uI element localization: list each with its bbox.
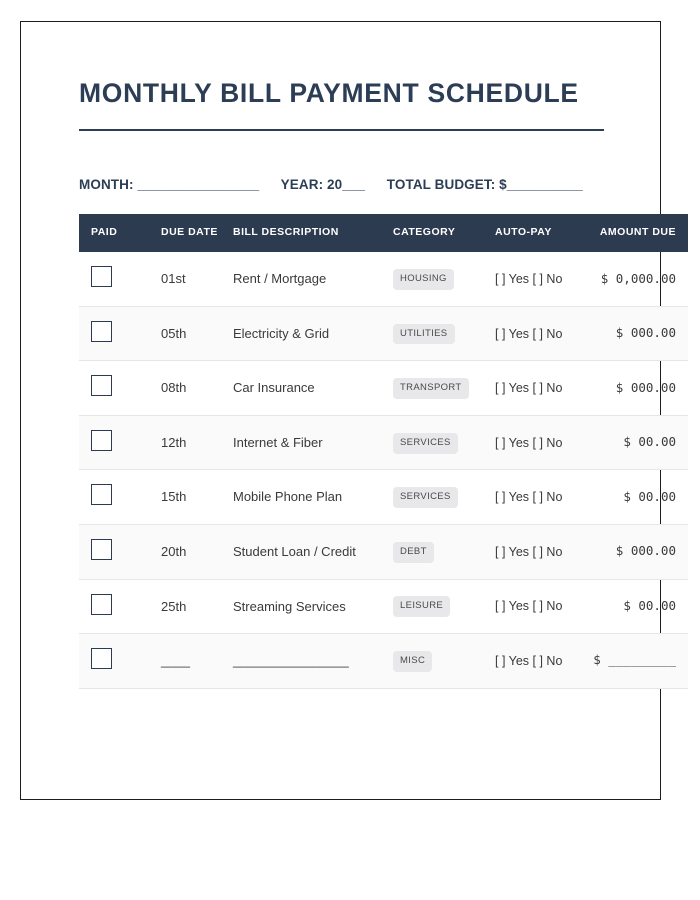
cell-paid: [79, 415, 155, 470]
total-budget-label: TOTAL BUDGET: $: [386, 177, 507, 193]
cell-category: [387, 525, 489, 580]
category-badge: DEBT: [393, 542, 434, 563]
table-row: [79, 579, 688, 634]
table-row: [79, 306, 688, 361]
cell-paid: [79, 361, 155, 416]
cell-due-date[interactable]: ____: [155, 634, 227, 689]
cell-amount-due[interactable]: $ 0,000.00: [571, 252, 688, 306]
cell-amount-due[interactable]: $ 00.00: [571, 415, 688, 470]
cell-paid: [79, 634, 155, 689]
column-header-bill-description: BILL DESCRIPTION: [227, 214, 387, 252]
cell-category: [387, 634, 489, 689]
document-meta-line: [79, 177, 604, 192]
cell-paid: [79, 252, 155, 306]
category-badge: TRANSPORT: [393, 378, 469, 399]
table-row: [79, 361, 688, 416]
page-title: MONTHLY BILL PAYMENT SCHEDULE: [79, 78, 579, 108]
table-body: [79, 252, 688, 688]
cell-amount-due[interactable]: $ 00.00: [571, 579, 688, 634]
cell-due-date[interactable]: 01st: [155, 252, 227, 306]
paid-checkbox[interactable]: [91, 594, 112, 615]
cell-paid: [79, 525, 155, 580]
cell-amount-due[interactable]: $ 000.00: [571, 525, 688, 580]
column-header-due-date: DUE DATE: [155, 214, 227, 252]
cell-auto-pay[interactable]: [ ] Yes [ ] No: [489, 470, 571, 525]
cell-category: [387, 252, 489, 306]
cell-auto-pay[interactable]: [ ] Yes [ ] No: [489, 579, 571, 634]
cell-bill-description[interactable]: Mobile Phone Plan: [227, 470, 387, 525]
cell-paid: [79, 306, 155, 361]
table-row: [79, 415, 688, 470]
cell-amount-due[interactable]: $ _________: [571, 634, 688, 689]
cell-due-date[interactable]: 08th: [155, 361, 227, 416]
cell-auto-pay[interactable]: [ ] Yes [ ] No: [489, 361, 571, 416]
cell-category: [387, 579, 489, 634]
category-badge: LEISURE: [393, 596, 450, 617]
cell-auto-pay[interactable]: [ ] Yes [ ] No: [489, 634, 571, 689]
column-header-paid: PAID: [79, 214, 155, 252]
cell-category: [387, 470, 489, 525]
cell-auto-pay[interactable]: [ ] Yes [ ] No: [489, 415, 571, 470]
cell-bill-description[interactable]: Student Loan / Credit: [227, 525, 387, 580]
table-row: [79, 634, 688, 689]
cell-bill-description[interactable]: Internet & Fiber: [227, 415, 387, 470]
cell-amount-due[interactable]: $ 000.00: [571, 361, 688, 416]
category-badge: SERVICES: [393, 433, 458, 454]
cell-bill-description[interactable]: Electricity & Grid: [227, 306, 387, 361]
paid-checkbox[interactable]: [91, 539, 112, 560]
cell-due-date[interactable]: 25th: [155, 579, 227, 634]
cell-category: [387, 415, 489, 470]
paid-checkbox[interactable]: [91, 484, 112, 505]
cell-paid: [79, 579, 155, 634]
month-input[interactable]: ________________: [137, 177, 260, 193]
cell-amount-due[interactable]: $ 00.00: [571, 470, 688, 525]
title-divider: [79, 129, 604, 131]
column-header-category: CATEGORY: [387, 214, 489, 252]
category-badge: MISC: [393, 651, 432, 672]
cell-due-date[interactable]: 15th: [155, 470, 227, 525]
cell-bill-description[interactable]: ________________: [227, 634, 387, 689]
document-page: [20, 21, 676, 800]
cell-due-date[interactable]: 05th: [155, 306, 227, 361]
table-header: [79, 214, 688, 252]
paid-checkbox[interactable]: [91, 266, 112, 287]
page-content: [79, 22, 676, 689]
paid-checkbox[interactable]: [91, 430, 112, 451]
paid-checkbox[interactable]: [91, 648, 112, 669]
table-row: [79, 252, 688, 306]
cell-auto-pay[interactable]: [ ] Yes [ ] No: [489, 525, 571, 580]
cell-paid: [79, 470, 155, 525]
cell-due-date[interactable]: 12th: [155, 415, 227, 470]
column-header-auto-pay: AUTO-PAY: [489, 214, 571, 252]
table-header-row: [79, 214, 688, 252]
cell-due-date[interactable]: 20th: [155, 525, 227, 580]
year-input[interactable]: ___: [342, 177, 366, 193]
category-badge: SERVICES: [393, 487, 458, 508]
cell-bill-description[interactable]: Streaming Services: [227, 579, 387, 634]
bill-schedule-table: [79, 214, 688, 689]
table-row: [79, 525, 688, 580]
cell-amount-due[interactable]: $ 000.00: [571, 306, 688, 361]
column-header-amount-due: AMOUNT DUE: [571, 214, 688, 252]
cell-category: [387, 306, 489, 361]
category-badge: HOUSING: [393, 269, 454, 290]
category-badge: UTILITIES: [393, 324, 455, 345]
total-budget-input[interactable]: __________: [506, 177, 583, 193]
cell-auto-pay[interactable]: [ ] Yes [ ] No: [489, 252, 571, 306]
year-label: YEAR: 20: [280, 177, 343, 193]
paid-checkbox[interactable]: [91, 321, 112, 342]
cell-bill-description[interactable]: Car Insurance: [227, 361, 387, 416]
month-label: MONTH:: [79, 177, 134, 193]
paid-checkbox[interactable]: [91, 375, 112, 396]
cell-auto-pay[interactable]: [ ] Yes [ ] No: [489, 306, 571, 361]
cell-bill-description[interactable]: Rent / Mortgage: [227, 252, 387, 306]
table-row: [79, 470, 688, 525]
cell-category: [387, 361, 489, 416]
